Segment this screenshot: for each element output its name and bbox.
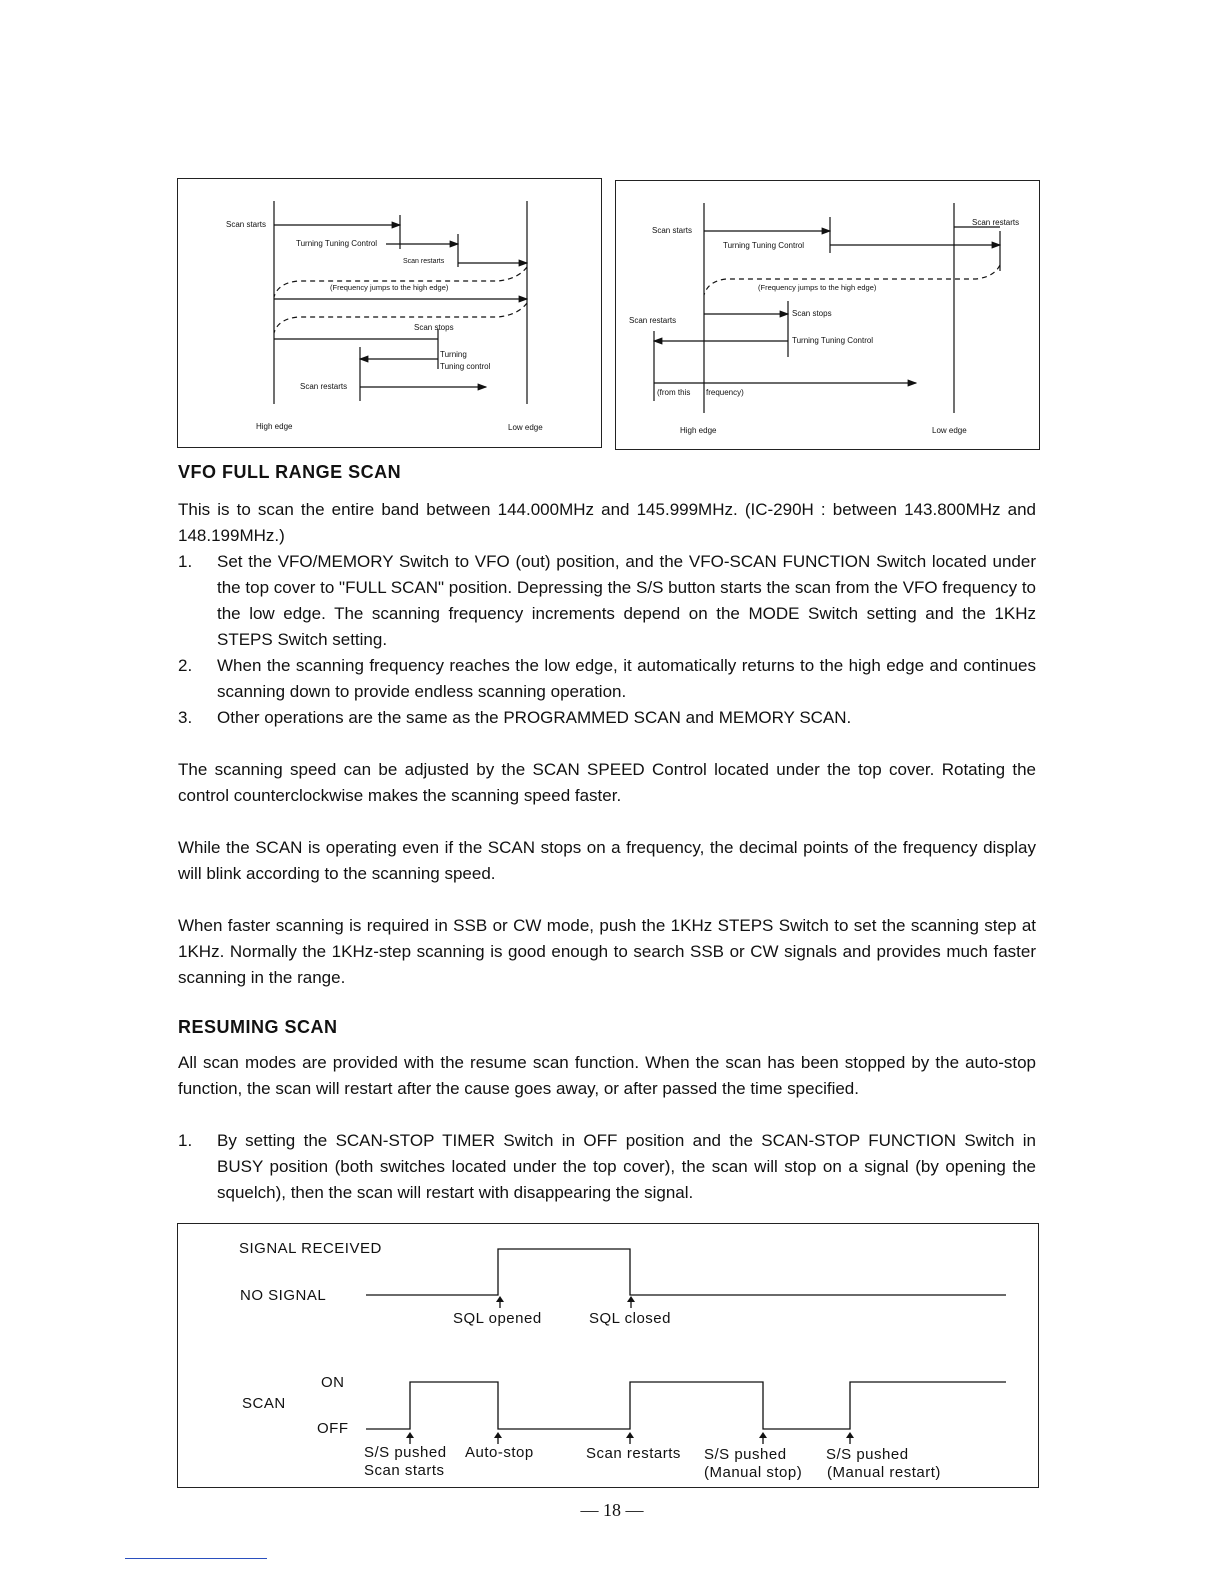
timing-ss-pushed-3-label: S/S pushed — [826, 1446, 909, 1463]
section-title-resuming-scan: RESUMING SCAN — [178, 1017, 338, 1037]
timing-on-label: ON — [321, 1374, 345, 1391]
section2-intro: All scan modes are provided with the resume scan function. When the scan has been stopped by the auto-stop function, the scan will restart after the cause goes away, or after passed the time specified. — [178, 1053, 1036, 1098]
section1-item-1 — [178, 549, 1036, 653]
left-high-edge-label: High edge — [256, 422, 293, 431]
timing-scan-label: SCAN — [242, 1395, 286, 1412]
section1-item-2 — [178, 653, 1036, 705]
section-title-vfo-full-range-scan: VFO FULL RANGE SCAN — [178, 462, 402, 482]
diagram-left — [177, 178, 602, 448]
section1-para-ssb: When faster scanning is required in SSB or CW mode, push the 1KHz STEPS Switch to set the scanning step at 1KHz. Normally the 1KHz-step scanning is good enough to search SSB or CW signals and provides much faster scanning in the range. — [178, 916, 1036, 987]
page-number: — 18 — — [580, 1500, 644, 1520]
list-number: 3. — [178, 708, 193, 727]
diagram-right — [615, 180, 1040, 450]
list-number: 1. — [178, 1131, 193, 1150]
left-scan-starts-label: Scan starts — [226, 220, 267, 229]
right-scan-starts-label: Scan starts — [652, 226, 693, 235]
left-turning2-line1: Turning — [440, 350, 467, 359]
right-scan-stops-label: Scan stops — [792, 309, 832, 318]
timing-sql-opened-label: SQL opened — [453, 1310, 542, 1327]
list-number: 1. — [178, 552, 193, 571]
list-text: When the scanning frequency reaches the low edge, it automatically returns to the high edge and continues scanning down to provide endless scanning operation. — [217, 656, 1036, 701]
timing-manual-stop-label: (Manual stop) — [704, 1464, 803, 1481]
timing-diagram — [177, 1223, 1039, 1488]
timing-scan-starts-label: Scan starts — [364, 1462, 445, 1479]
right-scan-restarts-left-label: Scan restarts — [629, 316, 677, 325]
list-number: 2. — [178, 656, 193, 675]
timing-off-label: OFF — [317, 1420, 349, 1437]
timing-ss-pushed-2-label: S/S pushed — [704, 1446, 787, 1463]
right-frequency-label: frequency) — [706, 388, 744, 397]
timing-scan-restarts-label: Scan restarts — [586, 1445, 681, 1462]
right-from-this-label: (from this — [657, 388, 691, 397]
timing-sql-closed-label: SQL closed — [589, 1310, 671, 1327]
list-text: Other operations are the same as the PROGRAMMED SCAN and MEMORY SCAN. — [217, 708, 852, 727]
list-text: By setting the SCAN-STOP TIMER Switch in OFF position and the SCAN-STOP FUNCTION Switch in BUSY position (both switches located under the top cover), the scan will stop on a signal (by opening the squelch), then the scan will restart with disappearing the signal. — [217, 1131, 1036, 1202]
timing-manual-restart-label: (Manual restart) — [827, 1464, 941, 1481]
right-low-edge-label: Low edge — [932, 426, 967, 435]
timing-ss-pushed-1-label: S/S pushed — [364, 1444, 447, 1461]
right-freq-jumps-label: (Frequency jumps to the high edge) — [758, 283, 877, 292]
right-turning2-label: Turning Tuning Control — [792, 336, 874, 345]
section1-item-3 — [178, 705, 1036, 731]
left-turning1-label: Turning Tuning Control — [296, 239, 378, 248]
section1-para-speed: The scanning speed can be adjusted by the SCAN SPEED Control located under the top cover. Rotating the control counterclockwise makes the scanning speed faster. — [178, 760, 1036, 805]
section1-intro: This is to scan the entire band between 144.000MHz and 145.999MHz. (IC-290H : between 143.800MHz and 148.199MHz.) — [178, 500, 1036, 545]
left-turning2-line2: Tuning control — [440, 362, 491, 371]
left-low-edge-label: Low edge — [508, 423, 543, 432]
right-high-edge-label: High edge — [680, 426, 717, 435]
section2-item-1 — [178, 1128, 1036, 1206]
footer-rule — [125, 1558, 267, 1559]
right-turning1-label: Turning Tuning Control — [723, 241, 805, 250]
left-freq-jumps-label: (Frequency jumps to the high edge) — [330, 283, 449, 292]
list-text: Set the VFO/MEMORY Switch to VFO (out) position, and the VFO-SCAN FUNCTION Switch located under the top cover to "FULL SCAN" position. Depressing the S/S button starts the scan from the VFO frequency to the low edge. The scanning frequency increments depend on the MODE Switch setting and the 1KHz STEPS Switch setting. — [217, 552, 1036, 649]
timing-signal-received-label: SIGNAL RECEIVED — [239, 1240, 382, 1257]
section1-para-blink: While the SCAN is operating even if the SCAN stops on a frequency, the decimal points of the frequency display will blink according to the scanning speed. — [178, 838, 1036, 883]
left-scan-restarts-label: Scan restarts — [300, 382, 348, 391]
left-scan-stops-label: Scan stops — [414, 323, 454, 332]
left-scan-restarts-small-label: Scan restarts — [403, 258, 445, 265]
right-scan-restarts-top-label: Scan restarts — [972, 218, 1020, 227]
timing-no-signal-label: NO SIGNAL — [240, 1287, 327, 1304]
timing-auto-stop-label: Auto-stop — [465, 1444, 534, 1461]
